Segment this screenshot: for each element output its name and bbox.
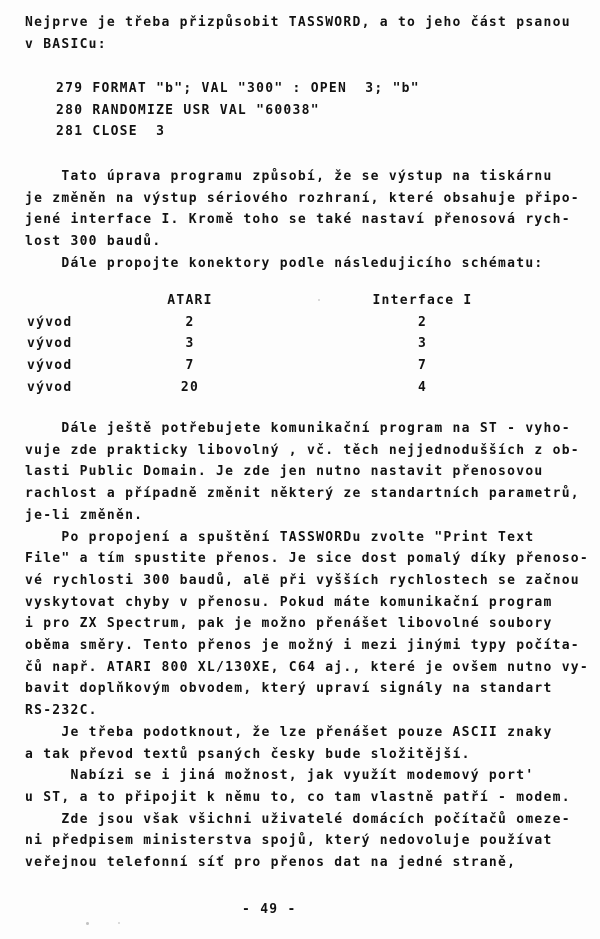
pin-connection-table	[25, 290, 596, 398]
text-line: v BASICu:	[25, 36, 107, 52]
code-line: 279 FORMAT "b"; VAL "300" : OPEN 3; "b"	[56, 81, 420, 96]
setup-paragraph	[25, 166, 596, 275]
text-line: je změněn na výstup sériového rozhraní, které obsahuje připo-	[25, 190, 580, 206]
text-line: jené interface I. Kromě toho se také nastaví přenosová rych-	[25, 212, 571, 228]
text-line: vé rychlosti 300 baudů, alë při vyšších rychlostech se začnou	[25, 572, 580, 588]
basic-code-listing	[56, 78, 596, 143]
table-row	[25, 333, 596, 355]
row-label: vývod	[27, 336, 73, 352]
interface-pin-value: 3	[417, 336, 428, 352]
atari-pin-value: 3	[185, 336, 195, 352]
scan-speck	[86, 922, 89, 925]
atari-pin-value: 20	[180, 379, 200, 395]
text-line: vyskytovat chyby v přenosu. Pokud máte komunikační program	[25, 594, 553, 610]
atari-pin-value: 2	[185, 314, 195, 330]
text-line: Po propojení a spuštění TASSWORDu zvolte "Print Text	[25, 529, 535, 545]
text-line: u ST, a to připojit k němu to, co tam vlastně patří - modem.	[25, 789, 571, 805]
text-line: Dále propojte konektory podle následujicího schématu:	[25, 255, 544, 271]
text-line: čů např. ATARI 800 XL/130XE, C64 aj., které je ovšem nutno vy-	[25, 659, 589, 675]
row-label: vývod	[27, 314, 73, 330]
text-line: lasti Public Domain. Je zde jen nutno nastavit přenosovou	[25, 464, 544, 480]
text-line: Zde jsou však všichni uživatelé domácích počítačů omeze-	[25, 811, 571, 827]
text-line: veřejnou telefonní síť pro přenos dat na jedné straně,	[25, 855, 517, 871]
text-line: je-li změněn.	[25, 507, 144, 523]
table-row	[25, 355, 596, 377]
table-header-row	[25, 290, 596, 312]
text-line: RS-232C.	[25, 703, 98, 719]
atari-pin-value: 7	[185, 358, 195, 374]
interface-pin-value: 4	[417, 379, 428, 395]
scan-speck	[118, 922, 120, 924]
interface-pin-value: 2	[417, 314, 428, 330]
code-line: 281 CLOSE 3	[56, 124, 166, 140]
intro-paragraph	[25, 12, 596, 55]
code-line: 280 RANDOMIZE USR VAL "60038"	[56, 102, 320, 118]
text-line: lost 300 baudů.	[25, 234, 162, 250]
table-row	[25, 377, 596, 399]
text-line: bavit doplňkovým obvodem, který upraví signály na standart	[25, 681, 553, 697]
text-line: Je třeba podotknout, že lze přenášet pouze ASCII znaky	[25, 724, 553, 740]
text-line: Nejprve je třeba přizpůsobit TASSWORD, a to jeho část psanou	[25, 15, 571, 30]
text-line: a tak převod textů psaných česky bude složitější.	[25, 746, 471, 762]
text-line: Tato úprava programu způsobí, že se výstup na tiskárnu	[25, 169, 553, 184]
main-body-text	[25, 418, 596, 874]
text-line: File" a tím spustite přenos. Je sice dost pomalý díky přenoso-	[25, 551, 589, 567]
row-label: vývod	[27, 358, 73, 374]
text-line: oběma směry. Tento přenos je možný i mezi jinými typy počíta-	[25, 638, 580, 654]
text-line: vuje zde prakticky libovolný , vč. těch nejjednodušších z ob-	[25, 442, 580, 458]
text-line: ni předpisem ministerstva spojů, který nedovoluje používat	[25, 833, 553, 849]
text-line: Dále ještě potřebujete komunikační program na ST - vyho-	[25, 421, 571, 436]
text-line: Nabízi se i jiná možnost, jak využít modemový port'	[25, 768, 535, 784]
row-label: vývod	[27, 379, 73, 395]
page-number: - 49 -	[242, 902, 297, 917]
text-line: i pro ZX Spectrum, pak je možno přenášet libovolné soubory	[25, 616, 553, 632]
table-col-header-atari: ATARI	[167, 293, 213, 308]
interface-pin-value: 7	[417, 358, 428, 374]
table-row	[25, 312, 596, 334]
table-col-header-interface: Interface I	[372, 293, 473, 308]
scan-speck	[318, 299, 320, 301]
text-line: rachlost a případně změnit některý ze standartních parametrů,	[25, 486, 580, 502]
